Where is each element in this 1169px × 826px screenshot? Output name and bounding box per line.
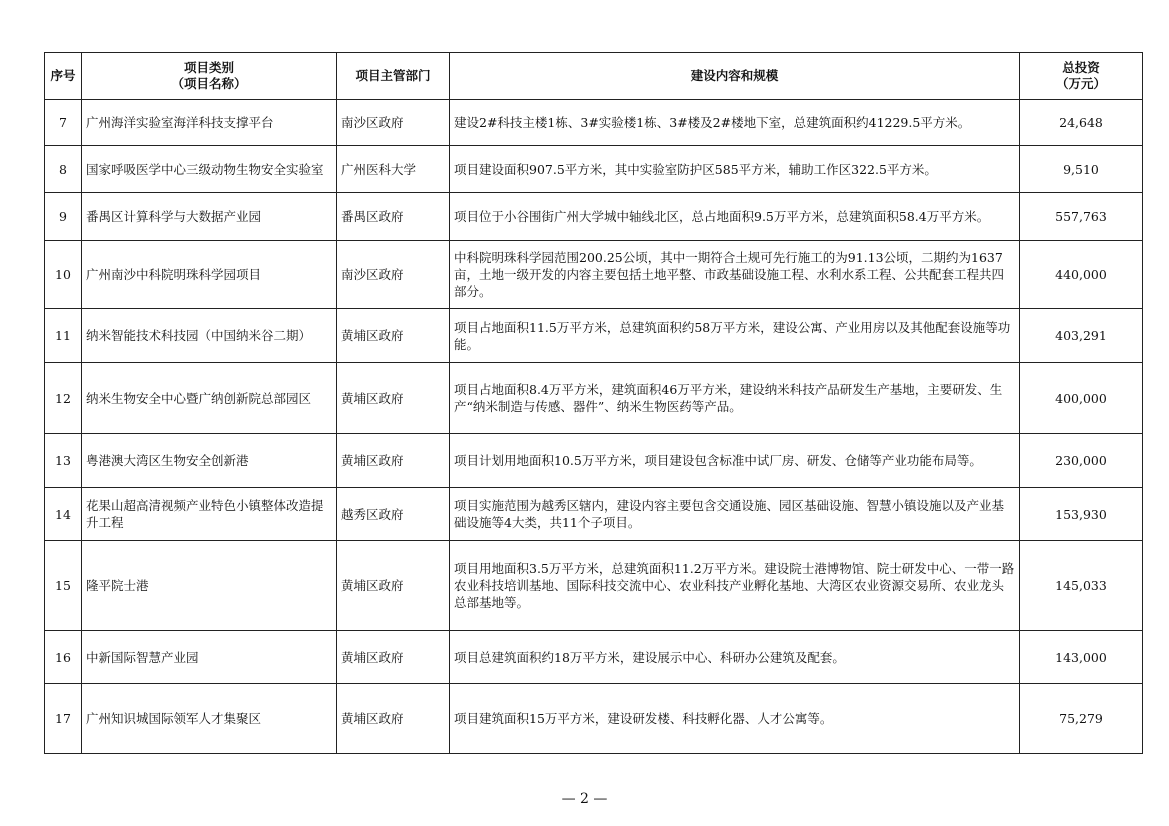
cell-project-name: 番禺区计算科学与大数据产业园 <box>82 193 337 241</box>
cell-project-name: 粤港澳大湾区生物安全创新港 <box>82 434 337 488</box>
cell-department: 南沙区政府 <box>337 100 450 146</box>
cell-department: 黄埔区政府 <box>337 631 450 684</box>
table-row <box>45 363 1143 434</box>
table-row <box>45 241 1143 309</box>
cell-content: 项目计划用地面积10.5万平方米，项目建设包含标准中试厂房、研发、仓储等产业功能布局等。 <box>450 434 1020 488</box>
header-dept-label: 项目主管部门 <box>355 68 431 83</box>
header-row <box>45 53 1143 100</box>
cell-project-name: 广州海洋实验室海洋科技支撑平台 <box>82 100 337 146</box>
header-content <box>450 53 1020 100</box>
cell-department: 番禺区政府 <box>337 193 450 241</box>
cell-department: 越秀区政府 <box>337 488 450 541</box>
table-row <box>45 488 1143 541</box>
cell-investment: 143,000 <box>1020 631 1143 684</box>
cell-department: 广州医科大学 <box>337 146 450 193</box>
cell-project-name: 花果山超高清视频产业特色小镇整体改造提升工程 <box>82 488 337 541</box>
cell-seq: 7 <box>45 100 82 146</box>
cell-department: 黄埔区政府 <box>337 309 450 363</box>
header-seq-label: 序号 <box>50 68 76 83</box>
cell-seq: 10 <box>45 241 82 309</box>
cell-investment: 24,648 <box>1020 100 1143 146</box>
cell-investment: 75,279 <box>1020 684 1143 754</box>
header-category-sublabel: （项目名称） <box>171 76 247 91</box>
table-row <box>45 541 1143 631</box>
cell-content: 项目占地面积11.5万平方米，总建筑面积约58万平方米，建设公寓、产业用房以及其他配套设施等功能。 <box>450 309 1020 363</box>
cell-investment: 145,033 <box>1020 541 1143 631</box>
cell-project-name: 纳米智能技术科技园（中国纳米谷二期） <box>82 309 337 363</box>
cell-seq: 8 <box>45 146 82 193</box>
header-dept <box>337 53 450 100</box>
table-row <box>45 100 1143 146</box>
cell-content: 建设2#科技主楼1栋、3#实验楼1栋、3#楼及2#楼地下室，总建筑面积约41229.5平方米。 <box>450 100 1020 146</box>
cell-seq: 15 <box>45 541 82 631</box>
cell-content: 项目实施范围为越秀区辖内，建设内容主要包含交通设施、园区基础设施、智慧小镇设施以及产业基础设施等4大类，共11个子项目。 <box>450 488 1020 541</box>
cell-content: 中科院明珠科学园范围200.25公顷，其中一期符合土规可先行施工的为91.13公顷，二期约为1637亩，土地一级开发的内容主要包括土地平整、市政基础设施工程、水利水系工程、公共配套工程共四部分。 <box>450 241 1020 309</box>
cell-investment: 230,000 <box>1020 434 1143 488</box>
cell-investment: 9,510 <box>1020 146 1143 193</box>
cell-seq: 9 <box>45 193 82 241</box>
table-row <box>45 434 1143 488</box>
cell-investment: 153,930 <box>1020 488 1143 541</box>
header-category-label: 项目类别 <box>183 60 234 75</box>
cell-content: 项目建筑面积15万平方米，建设研发楼、科技孵化器、人才公寓等。 <box>450 684 1020 754</box>
table-body <box>45 100 1143 754</box>
cell-content: 项目占地面积8.4万平方米，建筑面积46万平方米，建设纳米科技产品研发生产基地，主要研发、生产“纳米制造与传感、器件”、纳米生物医药等产品。 <box>450 363 1020 434</box>
cell-content: 项目位于小谷围街广州大学城中轴线北区，总占地面积9.5万平方米，总建筑面积58.4万平方米。 <box>450 193 1020 241</box>
table-row <box>45 684 1143 754</box>
cell-seq: 12 <box>45 363 82 434</box>
cell-department: 黄埔区政府 <box>337 684 450 754</box>
cell-project-name: 广州南沙中科院明珠科学园项目 <box>82 241 337 309</box>
cell-content: 项目用地面积3.5万平方米，总建筑面积11.2万平方米。建设院士港博物馆、院士研发中心、一带一路农业科技培训基地、国际科技交流中心、农业科技产业孵化基地、大湾区农业资源交易所、农业龙头总部基地等。 <box>450 541 1020 631</box>
cell-seq: 13 <box>45 434 82 488</box>
header-seq <box>45 53 82 100</box>
table-row <box>45 309 1143 363</box>
cell-investment: 440,000 <box>1020 241 1143 309</box>
cell-seq: 11 <box>45 309 82 363</box>
header-investment <box>1020 53 1143 100</box>
cell-department: 黄埔区政府 <box>337 541 450 631</box>
header-category <box>82 53 337 100</box>
page-number: — 2 — <box>561 791 608 807</box>
cell-content: 项目总建筑面积约18万平方米，建设展示中心、科研办公建筑及配套。 <box>450 631 1020 684</box>
cell-seq: 14 <box>45 488 82 541</box>
cell-department: 黄埔区政府 <box>337 363 450 434</box>
cell-project-name: 国家呼吸医学中心三级动物生物安全实验室 <box>82 146 337 193</box>
header-investment-unit: （万元） <box>1055 76 1106 91</box>
cell-seq: 17 <box>45 684 82 754</box>
cell-department: 南沙区政府 <box>337 241 450 309</box>
project-table <box>44 52 1143 754</box>
cell-investment: 403,291 <box>1020 309 1143 363</box>
cell-project-name: 广州知识城国际领军人才集聚区 <box>82 684 337 754</box>
header-investment-label: 总投资 <box>1062 60 1100 75</box>
cell-project-name: 纳米生物安全中心暨广纳创新院总部园区 <box>82 363 337 434</box>
cell-investment: 557,763 <box>1020 193 1143 241</box>
table-row <box>45 146 1143 193</box>
table-header <box>45 53 1143 100</box>
cell-project-name: 中新国际智慧产业园 <box>82 631 337 684</box>
header-content-label: 建设内容和规模 <box>690 68 779 83</box>
cell-project-name: 隆平院士港 <box>82 541 337 631</box>
cell-seq: 16 <box>45 631 82 684</box>
cell-investment: 400,000 <box>1020 363 1143 434</box>
cell-department: 黄埔区政府 <box>337 434 450 488</box>
table-row <box>45 193 1143 241</box>
table-row <box>45 631 1143 684</box>
cell-content: 项目建设面积907.5平方米，其中实验室防护区585平方米，辅助工作区322.5平方米。 <box>450 146 1020 193</box>
